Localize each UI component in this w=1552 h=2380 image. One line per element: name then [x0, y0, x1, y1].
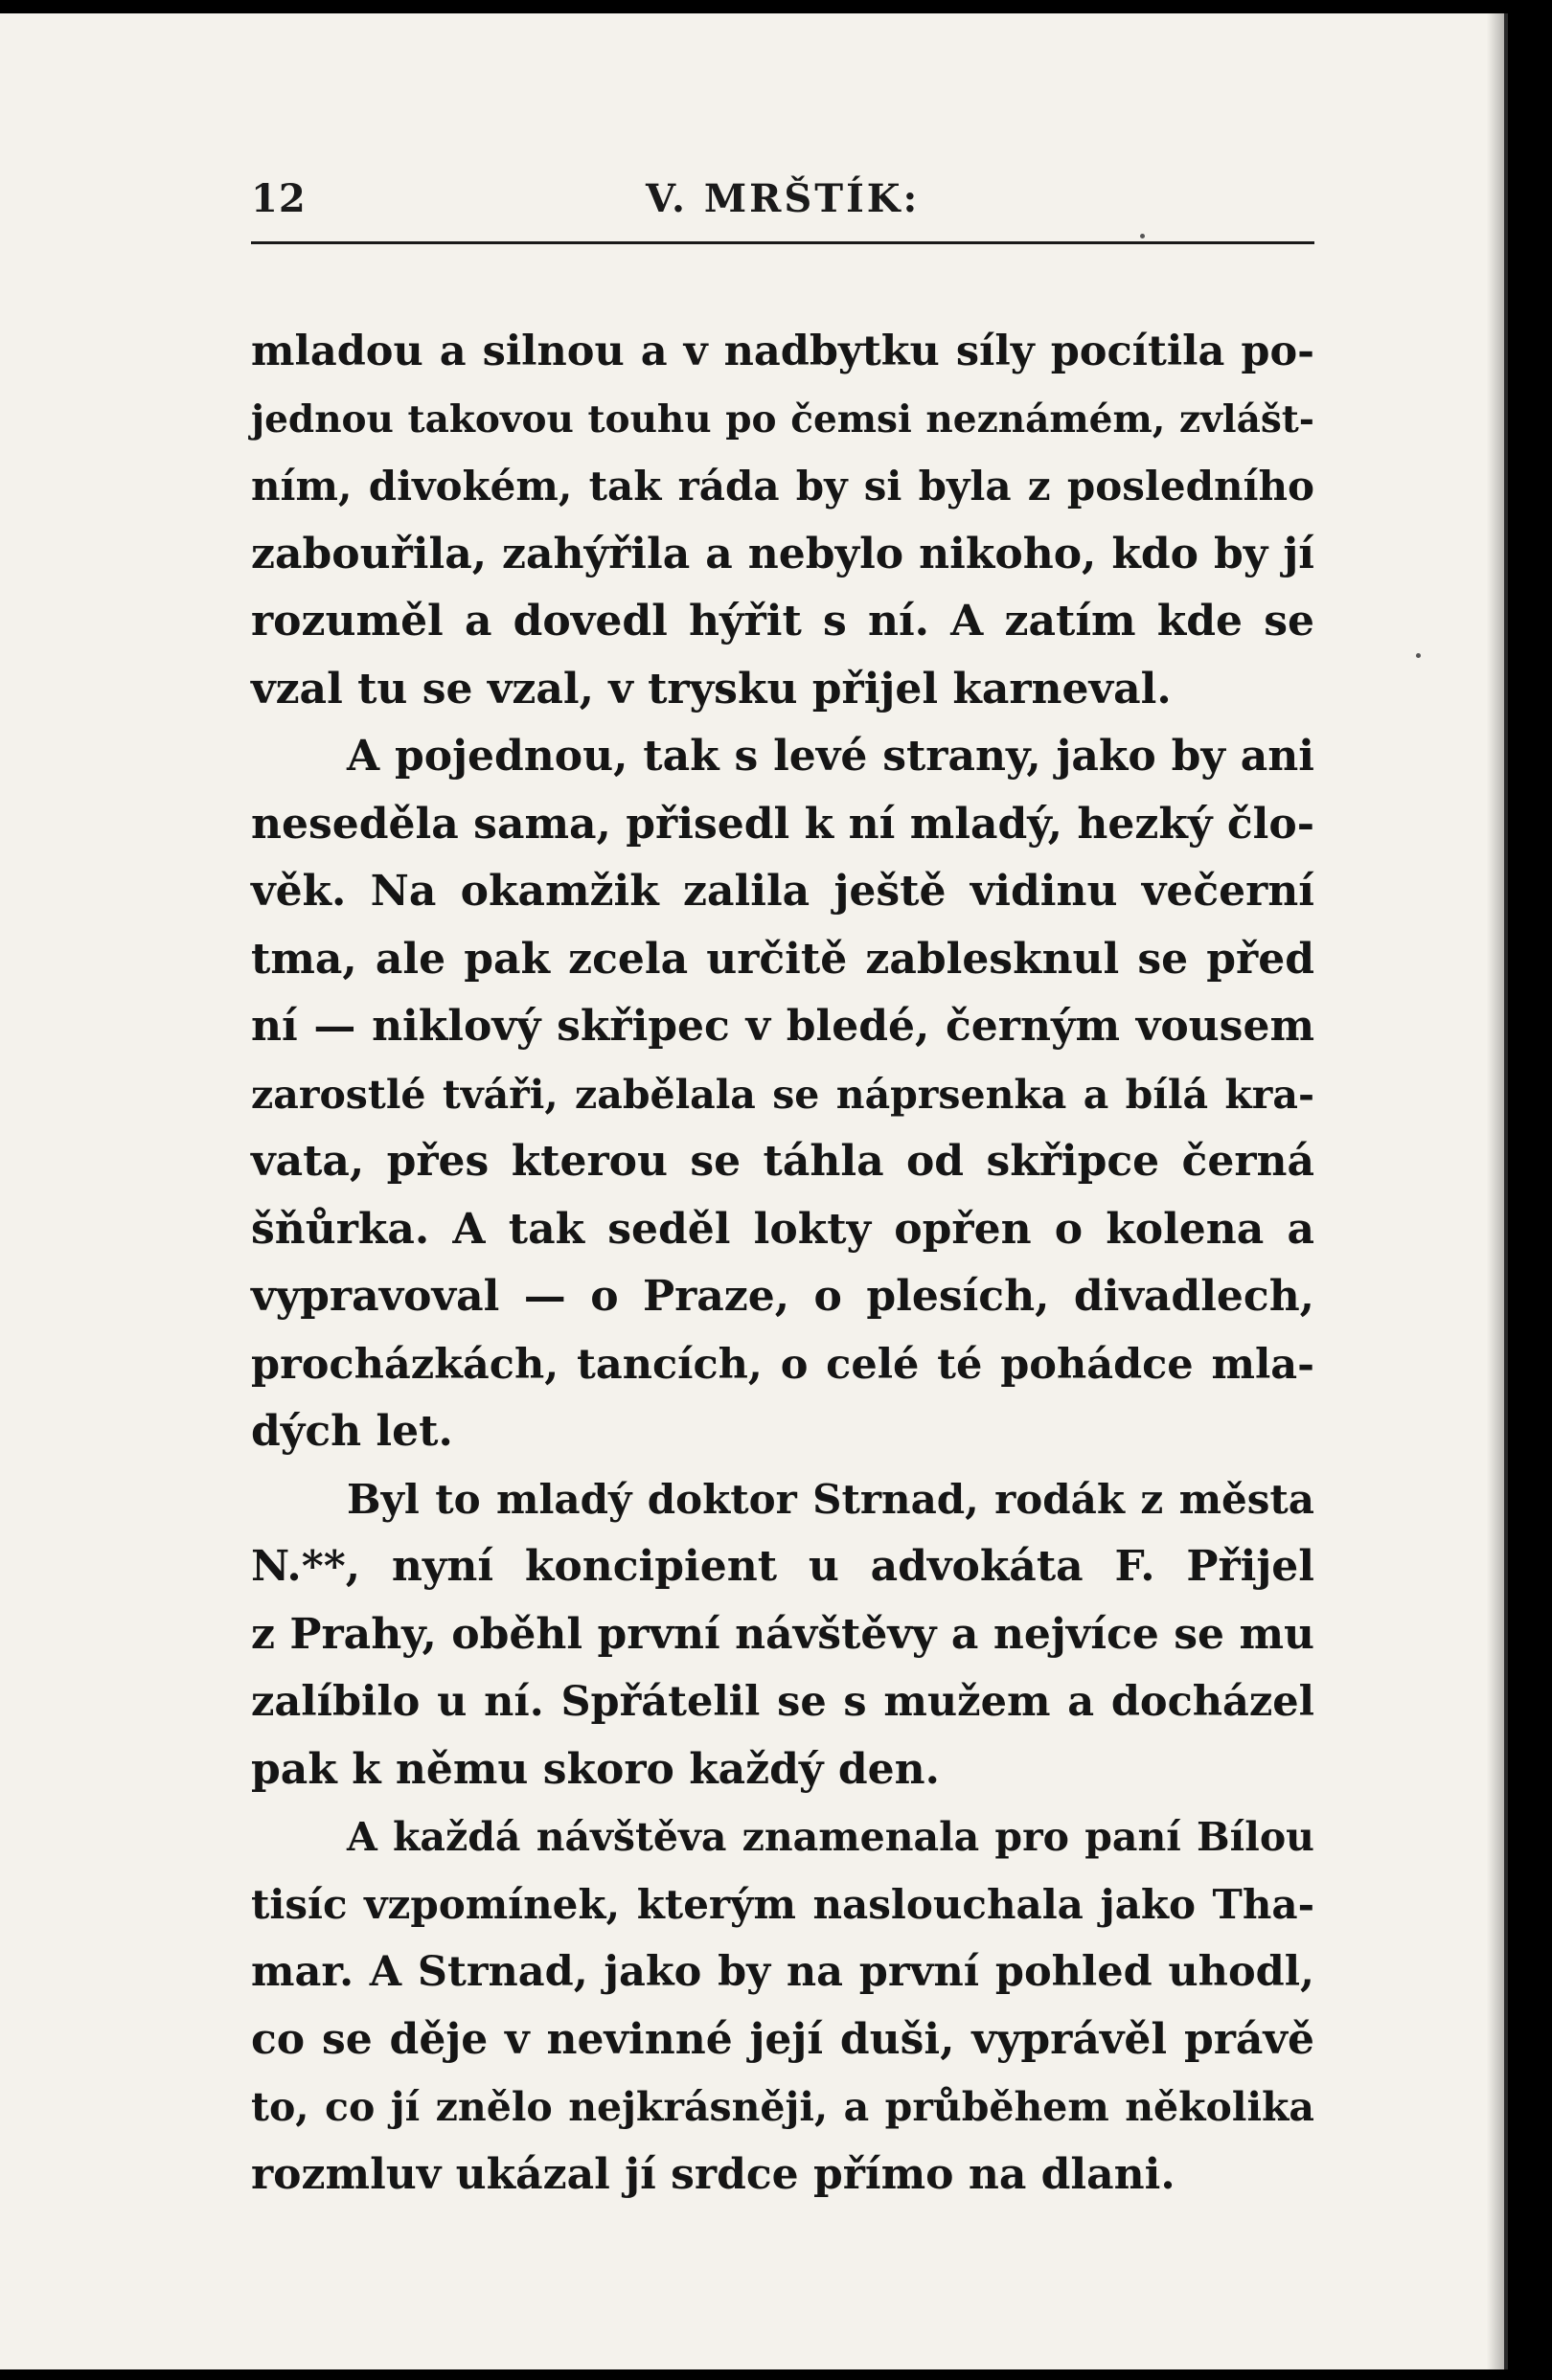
text-line: zabouřila, zahýřila a nebylo nikoho, kdo by jí — [251, 529, 1314, 578]
text-line: zarostlé tváři, zabělala se náprsenka a bílá kra- — [251, 1071, 1314, 1118]
text-line: vata, přes kterou se táhla od skřipce černá — [251, 1137, 1314, 1186]
text-line: z Prahy, oběhl první návštěvy a nejvíce se mu — [251, 1609, 1314, 1659]
text-line: A pojednou, tak s levé strany, jako by ani — [347, 732, 1314, 781]
text-line: jednou takovou touhu po čemsi neznámém, zvlášt- — [251, 397, 1314, 442]
text-line: vypravoval — o Praze, o plesích, divadlech, — [251, 1272, 1314, 1321]
text-line: pak k němu skoro každý den. — [251, 1744, 940, 1794]
page-header — [251, 165, 1314, 232]
text-line: ní — niklový skřipec v bledé, černým vousem — [251, 1002, 1314, 1051]
text-line: věk. Na okamžik zalila ještě vidinu večerní — [251, 867, 1314, 916]
book-page — [0, 13, 1508, 2369]
text-line: tisíc vzpomínek, kterým naslouchala jako Tha- — [251, 1880, 1314, 1928]
text-line: to, co jí znělo nejkrásněji, a průběhem několika — [251, 2084, 1314, 2130]
page-number: 12 — [251, 176, 307, 221]
text-line: rozmluv ukázal jí srdce přímo na dlani. — [251, 2149, 1175, 2199]
running-head: V. MRŠTÍK: — [646, 176, 921, 221]
text-line: Byl to mladý doktor Strnad, rodák z města — [347, 1475, 1314, 1523]
text-line: procházkách, tancích, o celé té pohádce mla- — [251, 1340, 1314, 1389]
body-text — [251, 318, 1314, 2209]
text-line: neseděla sama, přisedl k ní mladý, hezký člo- — [251, 799, 1314, 849]
header-rule — [251, 241, 1314, 244]
paragraph — [251, 1466, 1314, 1804]
text-line: dých let. — [251, 1407, 453, 1456]
text-line: A každá návštěva znamenala pro paní Bílou — [347, 1814, 1314, 1860]
text-line: mar. A Strnad, jako by na první pohled uhodl, — [251, 1948, 1314, 1996]
paragraph — [251, 723, 1314, 1466]
text-line: ním, divokém, tak ráda by si byla z posledního — [251, 463, 1314, 510]
text-line: šňůrka. A tak seděl lokty opřen o kolena a — [251, 1204, 1314, 1254]
text-line: co se děje v nevinné její duši, vyprávěl právě — [251, 2014, 1314, 2064]
text-line: vzal tu se vzal, v trysku přijel karneval. — [251, 664, 1172, 714]
page-edge-shadow — [1487, 13, 1504, 2369]
paragraph — [251, 318, 1314, 723]
text-line: rozuměl a dovedl hýřit s ní. A zatím kde se — [251, 597, 1314, 646]
text-line: mladou a silnou a v nadbytku síly pocítila po- — [251, 328, 1314, 375]
text-line: N.**, nyní koncipient u advokáta F. Přijel — [251, 1542, 1314, 1591]
text-line: zalíbilo u ní. Spřátelil se s mužem a docházel — [251, 1678, 1314, 1726]
paper-speck — [1140, 234, 1145, 238]
paragraph — [251, 1803, 1314, 2209]
paper-speck — [1416, 653, 1421, 658]
text-line: tma, ale pak zcela určitě zablesknul se před — [251, 934, 1314, 984]
